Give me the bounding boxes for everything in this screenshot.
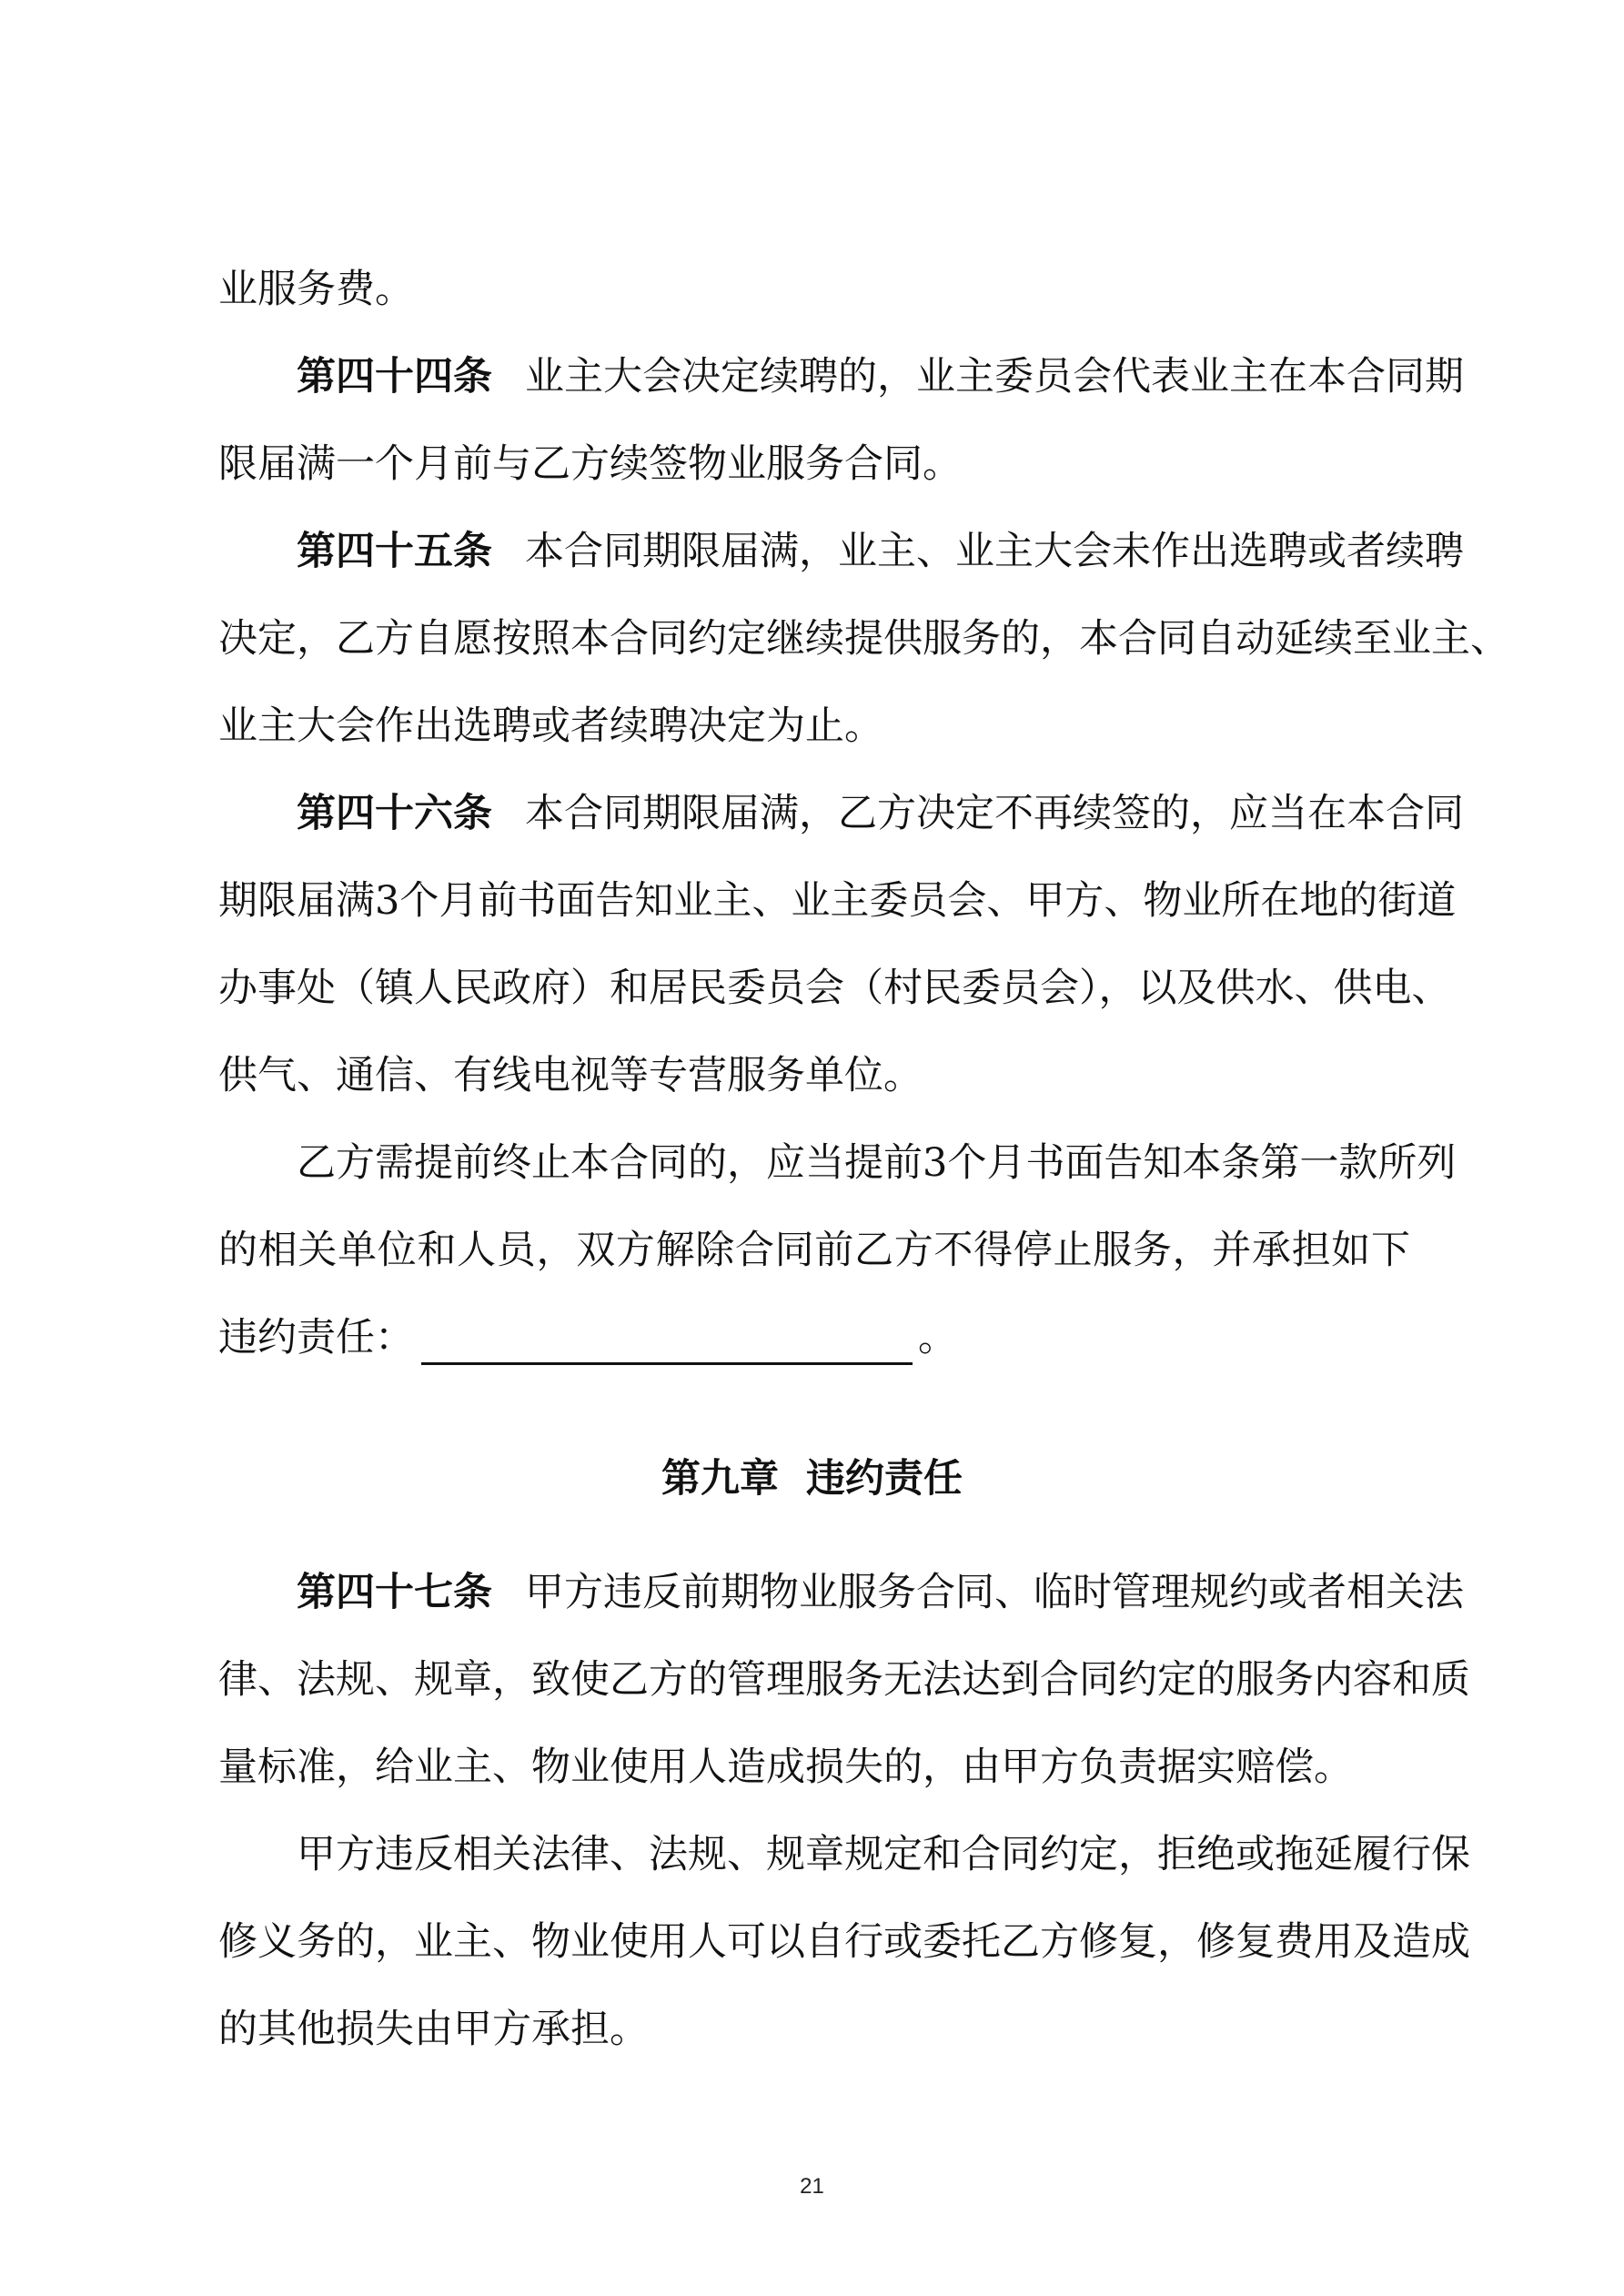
article-44-text: 业主大会决定续聘的，业主委员会代表业主在本合同期 xyxy=(525,354,1464,400)
article-47-line-1 xyxy=(297,1565,1464,1620)
text-line: 律、法规、规章，致使乙方的管理服务无法达到合同约定的服务内容和质 xyxy=(218,1657,1470,1703)
breach-liability-line xyxy=(218,1310,957,1365)
article-47-title: 第四十七条 xyxy=(297,1570,492,1615)
text-line: 的其他损失由甲方承担。 xyxy=(218,2007,649,2052)
text-line: 量标准，给业主、物业使用人造成损失的，由甲方负责据实赔偿。 xyxy=(218,1745,1353,1790)
text-line: 限届满一个月前与乙方续签物业服务合同。 xyxy=(218,441,962,487)
article-45-title: 第四十五条 xyxy=(297,529,492,574)
text-line: 甲方违反相关法律、法规、规章规定和合同约定，拒绝或拖延履行保 xyxy=(297,1832,1470,1877)
text-line: 业服务费。 xyxy=(218,267,414,312)
text-line: 的相关单位和人员，双方解除合同前乙方不得停止服务，并承担如下 xyxy=(218,1228,1410,1273)
text-line: 办事处（镇人民政府）和居民委员会（村民委员会），以及供水、供电、 xyxy=(218,966,1451,1011)
text-line: 乙方需提前终止本合同的，应当提前3个月书面告知本条第一款所列 xyxy=(297,1140,1457,1186)
text-line: 决定，乙方自愿按照本合同约定继续提供服务的，本合同自动延续至业主、 xyxy=(218,616,1509,662)
article-44-line-1 xyxy=(297,349,1464,404)
article-45-line-1 xyxy=(297,524,1464,579)
breach-liability-label: 违约责任： xyxy=(218,1315,414,1360)
text-line: 供气、通信、有线电视等专营服务单位。 xyxy=(218,1053,923,1098)
article-44-title: 第四十四条 xyxy=(297,354,492,400)
chapter-number: 第九章 xyxy=(661,1456,779,1502)
fill-in-blank[interactable] xyxy=(421,1322,913,1365)
page-number: 21 xyxy=(800,2174,824,2199)
chapter-heading xyxy=(0,1451,1624,1506)
article-45-text: 本合同期限届满，业主、业主大会未作出选聘或者续聘 xyxy=(525,529,1464,574)
text-line: 期限届满3个月前书面告知业主、业主委员会、甲方、物业所在地的街道 xyxy=(218,878,1457,924)
text-line: 修义务的，业主、物业使用人可以自行或委托乙方修复，修复费用及造成 xyxy=(218,1919,1470,1965)
sentence-end: 。 xyxy=(918,1315,957,1360)
article-46-title: 第四十六条 xyxy=(297,791,492,836)
chapter-name: 违约责任 xyxy=(806,1456,963,1502)
article-47-text: 甲方违反前期物业服务合同、临时管理规约或者相关法 xyxy=(525,1570,1464,1615)
text-line: 业主大会作出选聘或者续聘决定为止。 xyxy=(218,703,883,749)
article-46-line-1 xyxy=(297,786,1464,841)
article-46-text: 本合同期限届满，乙方决定不再续签的，应当在本合同 xyxy=(525,791,1464,836)
